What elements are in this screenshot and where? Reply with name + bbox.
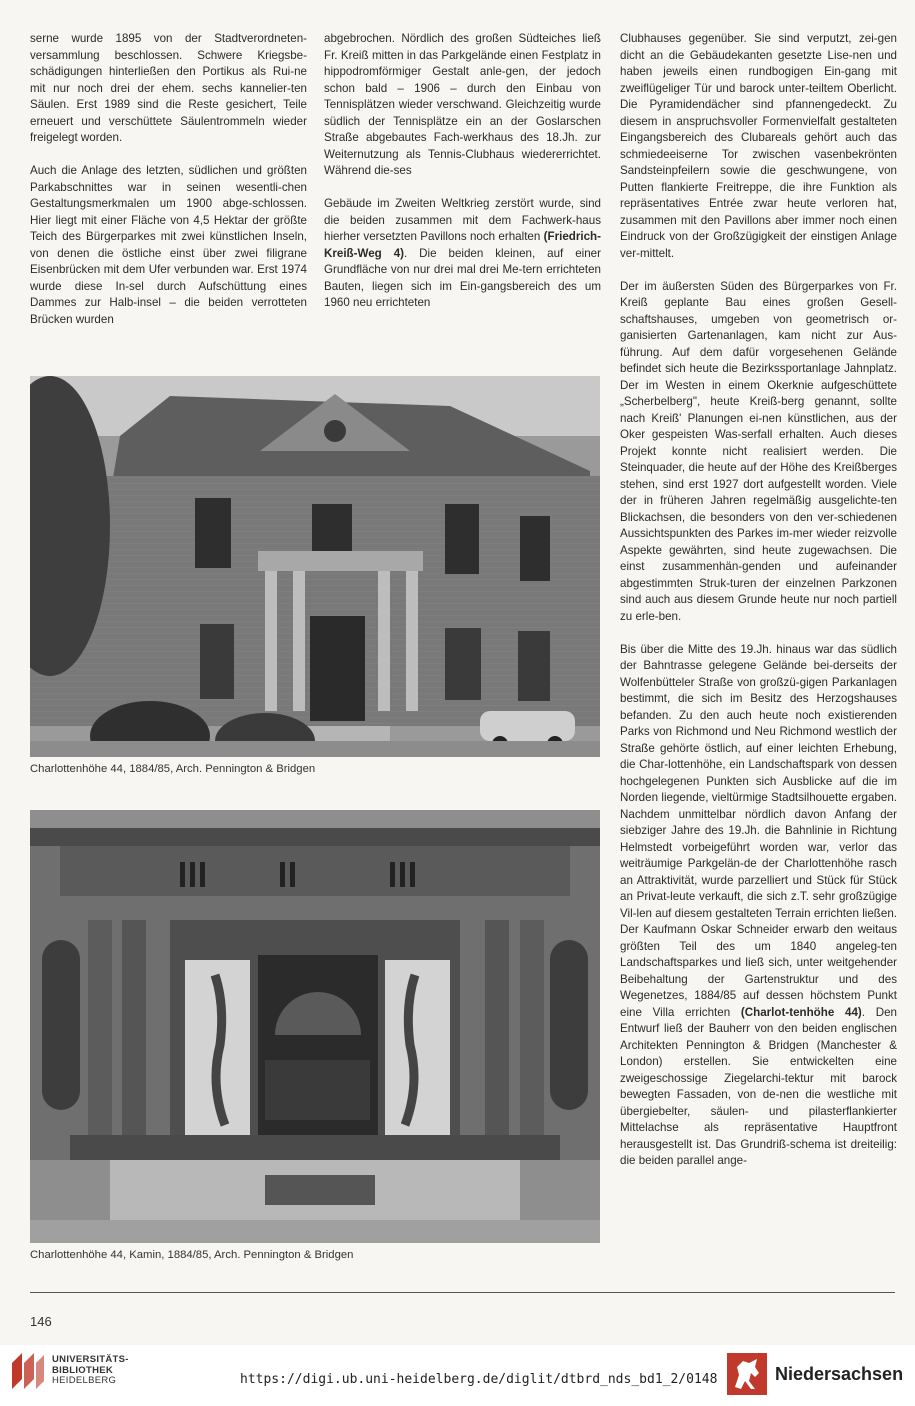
paragraph: serne wurde 1895 von der Stadtverordneten-versammlung beschlossen. Schwere Kriegsbe-schädigungen hinterließen den Portikus als Rui-ne mit nur noch drei der ehem. sechs kannelier-ten Säulen. Erst 1989 sind die Reste gesichert, Teile erneuert und verschüttete Säulentrommeln wieder freigelegt worden.: [30, 32, 307, 144]
page-number: 146: [30, 1314, 52, 1329]
library-line: BIBLIOTHEK: [52, 1364, 114, 1376]
paragraph: Auch die Anlage des letzten, südlichen und größten Parkabschnittes war in seinen wesentli-chen Gestaltungsmerkmalen um 1900 abge-schlossen. Hier liegt mit einer Fläche von 4,5 Hektar der größte Teich des Bürgerparkes mit zwei künstlichen Inseln, von denen die östliche einst über zwei filigrane Eisenbrücken mit dem Ufer verbunden war. Erst 1974 wurde diese In-sel durch Aufschüttung eines Dammes zur Halb-insel – die beiden verrotteten Brücken wurden: [30, 164, 307, 326]
paragraph: Der im äußersten Süden des Bürgerparkes von Fr. Kreiß geplante Bau eines großen Gesell-schaftshauses, umgeben von geometrisch or-ganisierten Gartenanlagen, kam nicht zur Aus-führung. Auf dem dafür vorgesehenen Gelände befindet sich heute die Bezirkssportanlage Jahnplatz. Der im Westen in einem Okerknie aufgeschüttete „Scherbelberg", heute Kreiß-berg genannt, sollte nach Kreiß' Planungen ei-nen künstlichen, aus der Oker gespeisten Was-serfall erhalten. Auch dieses Projekt konnte nicht realisiert werden. Die Steinquader, die heute auf der Höhe des Kreißberges stehen, sind erst 1927 dort aufgestellt worden. Viele der in früheren Jahren regelmäßig ausgelichte-ten Blickachsen, die besonders von den ver-schiedenen Aussichtspunkten des Parkes im-mer wieder reizvolle Aspekte gewährten, sind heute zugewachsen. Die einst zusammenhän-genden und aufeinander abgestimmten Struk-turen der einzelnen Parkzonen sind auch aus diesem Grunde heute nur noch partiell zu erle-ben.: [620, 279, 897, 623]
text-run: Bis über die Mitte des 19.Jh. hinaus war das südlich der Bahntrasse gelegene Gelände bei-derseits der Wolfenbütteler Straße von großzü-gigen Parkanlagen bestimmt, die sich im Besitz des Herzogshauses befanden. Zu den auch heute noch existierenden Parks von Richmond und Neu Richmond westlich der Straße gehörte östlich, auf einer leichten Erhebung, die Char-lottenhöhe, ein Landschaftspark von dessen hochgelegenen Punkten sich Ausblicke auf die im Norden liegende, vieltürmige Stadtsilhouette ergaben. Nachdem unmittelbar nördlich davon Anfang der siebziger Jahre des 19.Jh. die Bahnlinie in Richtung Helmstedt vorbeigeführt worden war, verlor das weiträumige Parkgelän-de der Charlottenhöhe rasch an Attraktivität, wurde parzelliert und Stück für Stück an Privat-leute verkauft, die sich z.T. sehr großzügige Vil-len auf diesem gestalteten Terrain errichten ließen. Der Kaufmann Oskar Schneider erwarb den weitaus größten Teil des um 1840 angeleg-ten Landschaftsparkes und ließ sich, unter weitgehender Beibehaltung der Gartenstruktur und des Wegenetzes, 1884/85 auf dessen höchstem Punkt eine Villa errichten: [620, 642, 897, 1019]
library-line: UNIVERSITÄTS-: [52, 1354, 129, 1365]
library-line: HEIDELBERG: [52, 1375, 117, 1386]
permalink-url[interactable]: https://digi.ub.uni-heidelberg.de/diglit/dtbrd_nds_bd1_2/0148: [240, 1372, 718, 1387]
lower-saxony-horse-icon: [727, 1353, 767, 1395]
text-run: Gebäude im Zweiten Weltkrieg zerstört wurde, sind die beiden zusammen mit dem Fachwerk-haus hierher versetzten Pavillons noch erhalten: [324, 197, 601, 243]
fireplace-photo-drawing: [30, 810, 600, 1243]
paragraph: [324, 196, 601, 312]
university-library-name: [52, 1355, 129, 1387]
paragraph: [620, 642, 897, 1170]
footer-rule: [30, 1292, 895, 1293]
text-column-middle: [324, 31, 601, 328]
text-run: . Die beiden kleinen, auf einer Grundfläche von nur drei mal drei Me-tern errichteten Bauten, liegen sich im Ein-gangsbereich des um 1960 neu errichteten: [324, 246, 601, 309]
villa-photo: [30, 376, 600, 757]
text-column-left: [30, 31, 307, 345]
university-library-logo-icon: [8, 1349, 48, 1391]
state-name: Niedersachsen: [775, 1364, 904, 1384]
text-run: . Den Entwurf ließ der Bauherr von den beiden englischen Architekten Pennington & Bridgen (Manchester & London) erstellen. Sie entwickelten eine zweigeschossige Ziegelarchi-tektur mit barock bewegten Fassaden, von de-nen die westliche mit übergiebelter, säulen- und pilasterflankierter Mittelachse als repräsentative Hauptfront herausgestellt ist. Das Grundriß-schema ist dreiteilig: die beiden parallel ange-: [620, 1005, 897, 1167]
digitization-footer: [0, 1345, 915, 1406]
address-reference: (Charlot-tenhöhe 44): [740, 1005, 862, 1019]
fireplace-photo: [30, 810, 600, 1243]
address-reference: (Friedrich-Kreiß-Weg 4): [324, 230, 601, 260]
paragraph: abgebrochen. Nördlich des großen Südteiches ließ Fr. Kreiß mitten in das Parkgelände einen Festplatz in hippodromförmiger Gestalt anle-gen, der jedoch schon bald – 1906 – durch den Einbau von Tennisplätzen wieder verschwand. Gleichzeitig wurde südlich der Tennisplätze ein an der Goslarschen Straße abgebautes Fach-werkhaus des 18.Jh. zur Weiternutzung als Tennis-Clubhaus wiedererrichtet. Während die-ses: [324, 32, 601, 177]
villa-photo-caption: Charlottenhöhe 44, 1884/85, Arch. Pennington & Bridgen: [30, 763, 316, 775]
fireplace-photo-caption: Charlottenhöhe 44, Kamin, 1884/85, Arch. Pennington & Bridgen: [30, 1249, 354, 1261]
villa-photo-drawing: [30, 376, 600, 757]
paragraph: Clubhauses gegenüber. Sie sind verputzt, zei-gen dicht an die Gebäudekanten gesetzte Lise-nen und haben jeweils einen rundbogigen Ein-gang mit zweiflügeliger Tür und barock unter-teiltem Oberlicht. Die Pyramidendächer sind pfannengedeckt. Zu diesem in anspruchsvoller Formenvielfalt gestalteten Eingangsbereich des Clubareals gehört auch das schmiedeeiserne Tor zwischen vasenbekrönten Sandsteinpfeilern sowie die geschwungene, von Putten flankierte Freitreppe, die ihre Funktion als repräsentatives Entrée zwar heute verloren hat, zusammen mit den Pavillons aber immer noch einen Eindruck von der Großzügigkeit der einstigen Anlage ver-mittelt.: [620, 32, 897, 260]
text-column-right: [620, 31, 897, 1186]
